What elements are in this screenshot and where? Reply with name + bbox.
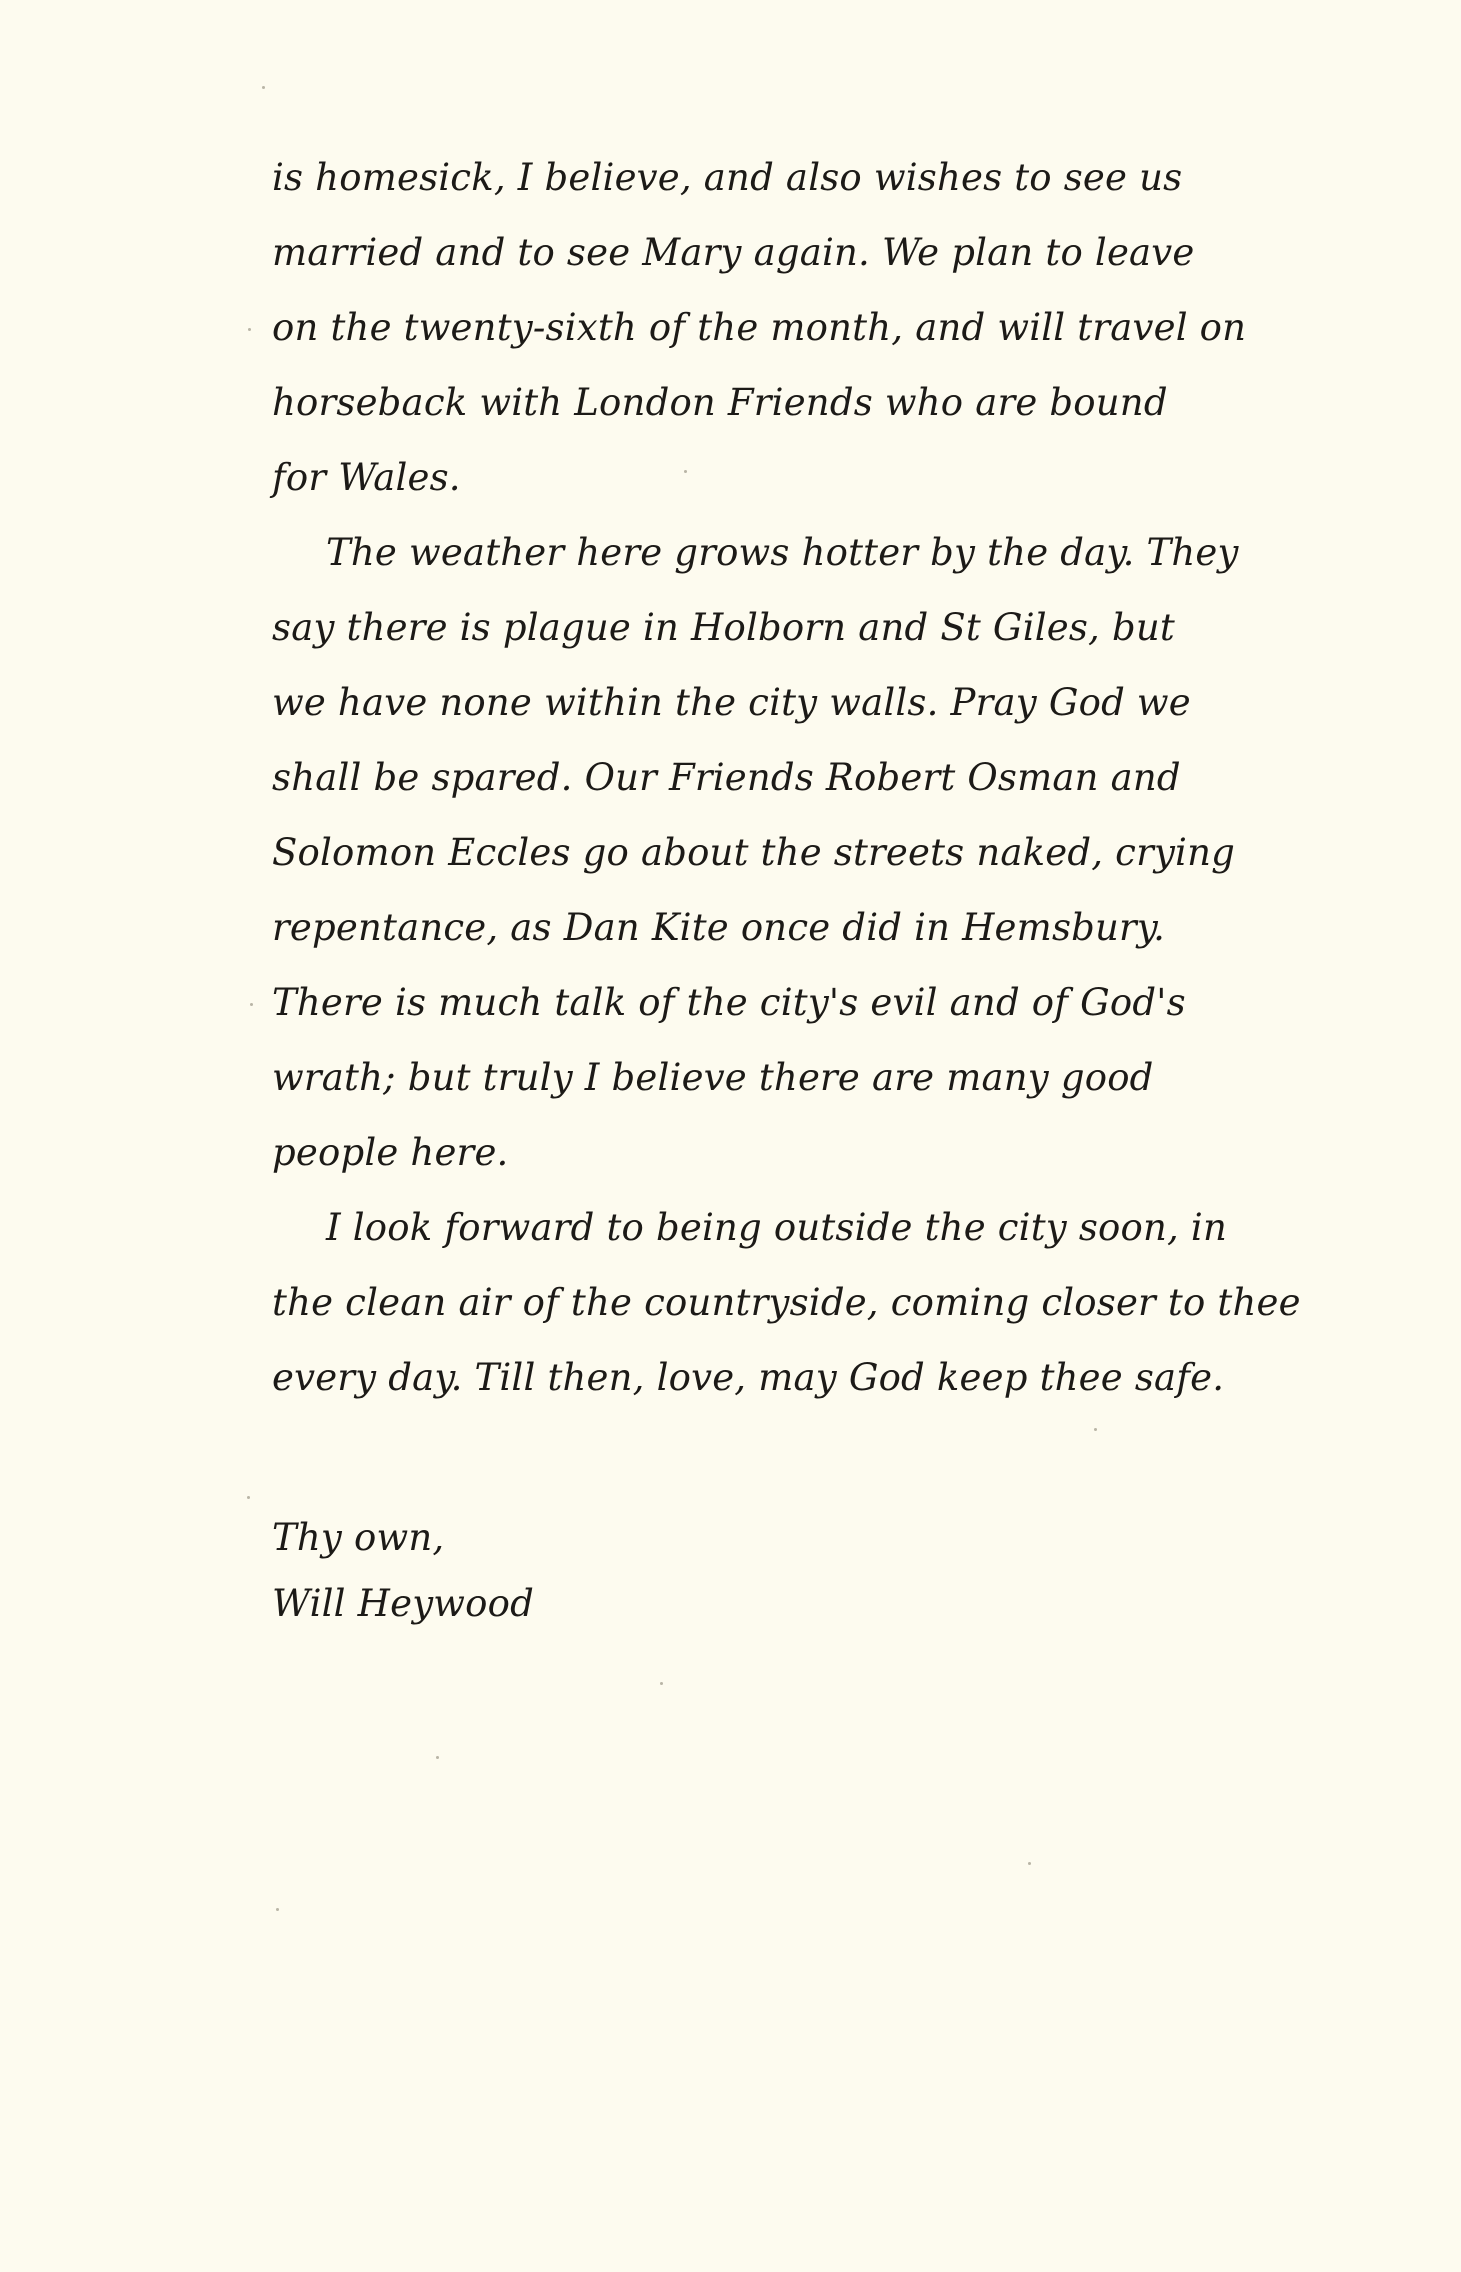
text-line: The weather here grows hotter by the day. They <box>326 531 1239 574</box>
text-line: shall be spared. Our Friends Robert Osman and <box>272 756 1181 799</box>
text-line: on the twenty-sixth of the month, and will travel on <box>272 306 1247 349</box>
text-line: every day. Till then, love, may God keep thee safe. <box>272 1356 1225 1399</box>
signature: Will Heywood <box>272 1582 535 1625</box>
text-line: say there is plague in Holborn and St Giles, but <box>272 606 1175 649</box>
paragraph-2 <box>272 515 1272 1190</box>
text-line: wrath; but truly I believe there are many good <box>272 1056 1154 1099</box>
paper-speck <box>276 1908 279 1911</box>
text-line: repentance, as Dan Kite once did in Hemsbury. <box>272 906 1166 949</box>
text-line: we have none within the city walls. Pray God we <box>272 681 1191 724</box>
text-line: There is much talk of the city's evil and of God's <box>272 981 1186 1024</box>
paper-speck <box>247 1496 250 1499</box>
text-line: the clean air of the countryside, coming closer to thee <box>272 1281 1301 1324</box>
paper-speck <box>660 1682 663 1685</box>
text-line: I look forward to being outside the city soon, in <box>326 1206 1227 1249</box>
text-line: married and to see Mary again. We plan to leave <box>272 231 1195 274</box>
paragraph-3 <box>272 1190 1301 1415</box>
paper-speck <box>436 1756 439 1759</box>
closing-salutation: Thy own, <box>272 1516 445 1559</box>
paper-speck <box>1028 1862 1031 1865</box>
text-line: Solomon Eccles go about the streets naked, crying <box>272 831 1236 874</box>
text-line: people here. <box>272 1131 509 1174</box>
text-line: is homesick, I believe, and also wishes to see us <box>272 156 1183 199</box>
text-line: horseback with London Friends who are bound <box>272 381 1168 424</box>
paragraph-1 <box>272 140 1272 515</box>
paper-speck <box>248 328 251 331</box>
paper-speck <box>262 86 265 89</box>
letter-body <box>272 140 1301 1637</box>
paper-speck <box>250 1003 253 1006</box>
letter-closing <box>272 1505 1272 1637</box>
text-line: for Wales. <box>272 456 461 499</box>
